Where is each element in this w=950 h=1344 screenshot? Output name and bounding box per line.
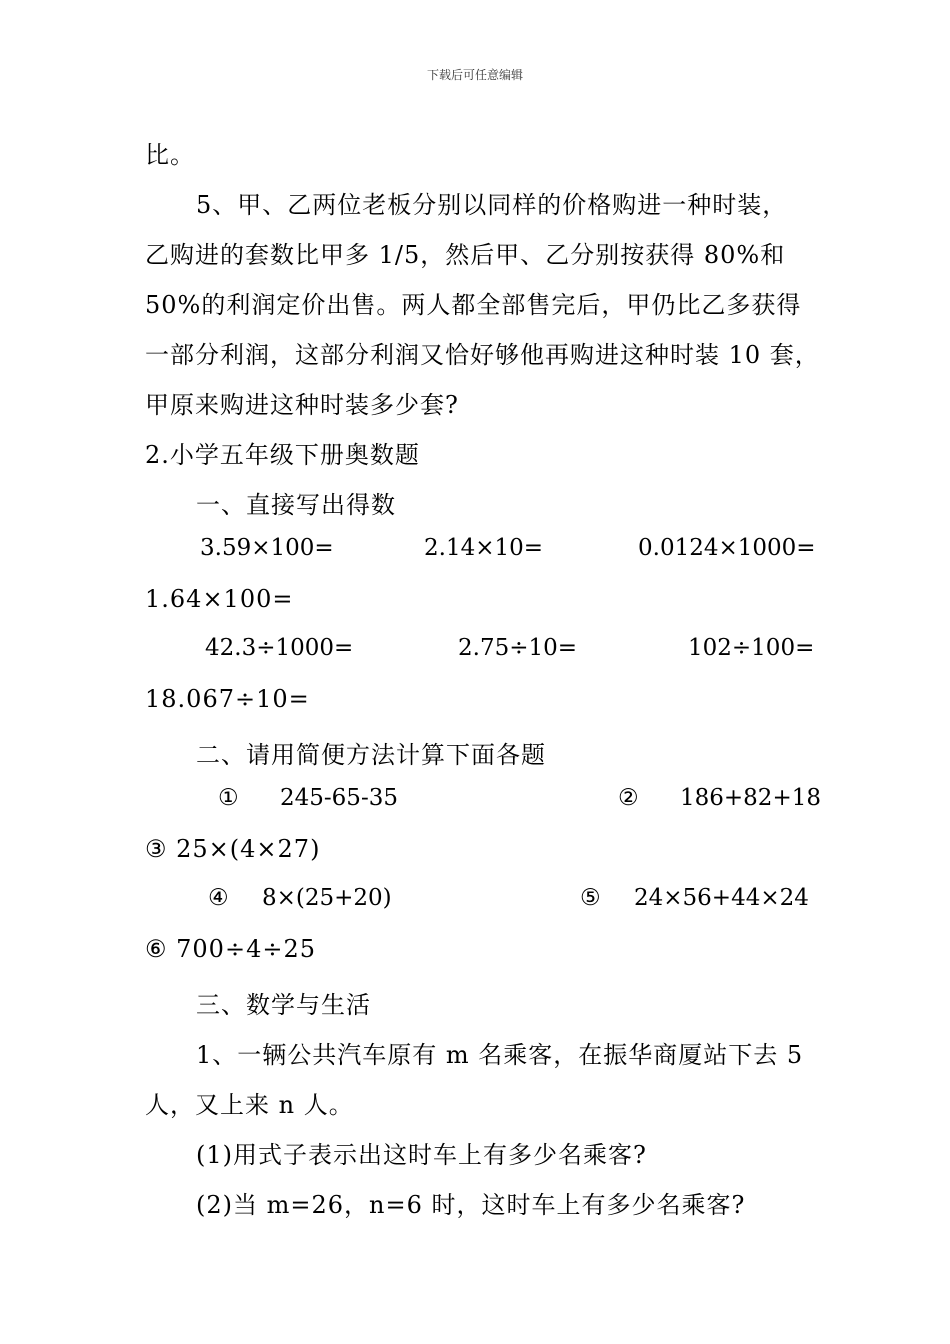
item-number: ② [618,785,639,811]
calc-item: 2.14×10= [424,535,544,561]
problem-1-line-2: 人，又上来 n 人。 [145,1091,354,1119]
item-number: ⑤ [580,885,601,911]
item-number: ① [218,785,239,811]
calc-item: 8×(25+20) [262,885,392,911]
calc-item: 18.067÷10= [145,685,310,713]
problem-5-line-5: 甲原来购进这种时装多少套? [145,391,459,419]
question-1: (1)用式子表示出这时车上有多少名乘客? [196,1141,647,1169]
subsection-heading-2: 二、请用简便方法计算下面各题 [196,741,546,769]
page-header: 下载后可任意编辑 [426,68,523,82]
subsection-heading-1: 一、直接写出得数 [196,491,396,519]
item-number: ④ [208,885,229,911]
calc-item: 24×56+44×24 [634,885,809,911]
calc-item: 1.64×100= [145,585,294,613]
calc-item: 2.75÷10= [458,635,578,661]
problem-5-line-1: 5、甲、乙两位老板分别以同样的价格购进一种时装， [196,191,788,219]
calc-item: 0.0124×1000= [638,535,816,561]
calc-item: 102÷100= [688,635,815,661]
calc-item: 42.3÷1000= [205,635,354,661]
problem-5-line-2: 乙购进的套数比甲多 1/5，然后甲、乙分别按获得 80%和 [145,241,786,269]
calc-item: 245-65-35 [280,785,398,811]
calc-item: 186+82+18 [680,785,821,811]
calc-item: ③ 25×(4×27) [145,835,321,863]
text-line: 比。 [145,141,195,169]
calc-item: ⑥ 700÷4÷25 [145,935,316,963]
section-title: 2.小学五年级下册奥数题 [145,441,420,469]
problem-5-line-4: 一部分利润，这部分利润又恰好够他再购进这种时装 10 套， [145,341,820,369]
problem-1-line-1: 1、一辆公共汽车原有 m 名乘客，在振华商厦站下去 5 [196,1041,804,1069]
problem-5-line-3: 50%的利润定价出售。两人都全部售完后，甲仍比乙多获得 [145,291,802,319]
calc-item: 3.59×100= [200,535,334,561]
question-2: (2)当 m=26，n=6 时，这时车上有多少名乘客? [196,1191,746,1219]
subsection-heading-3: 三、数学与生活 [196,991,371,1019]
